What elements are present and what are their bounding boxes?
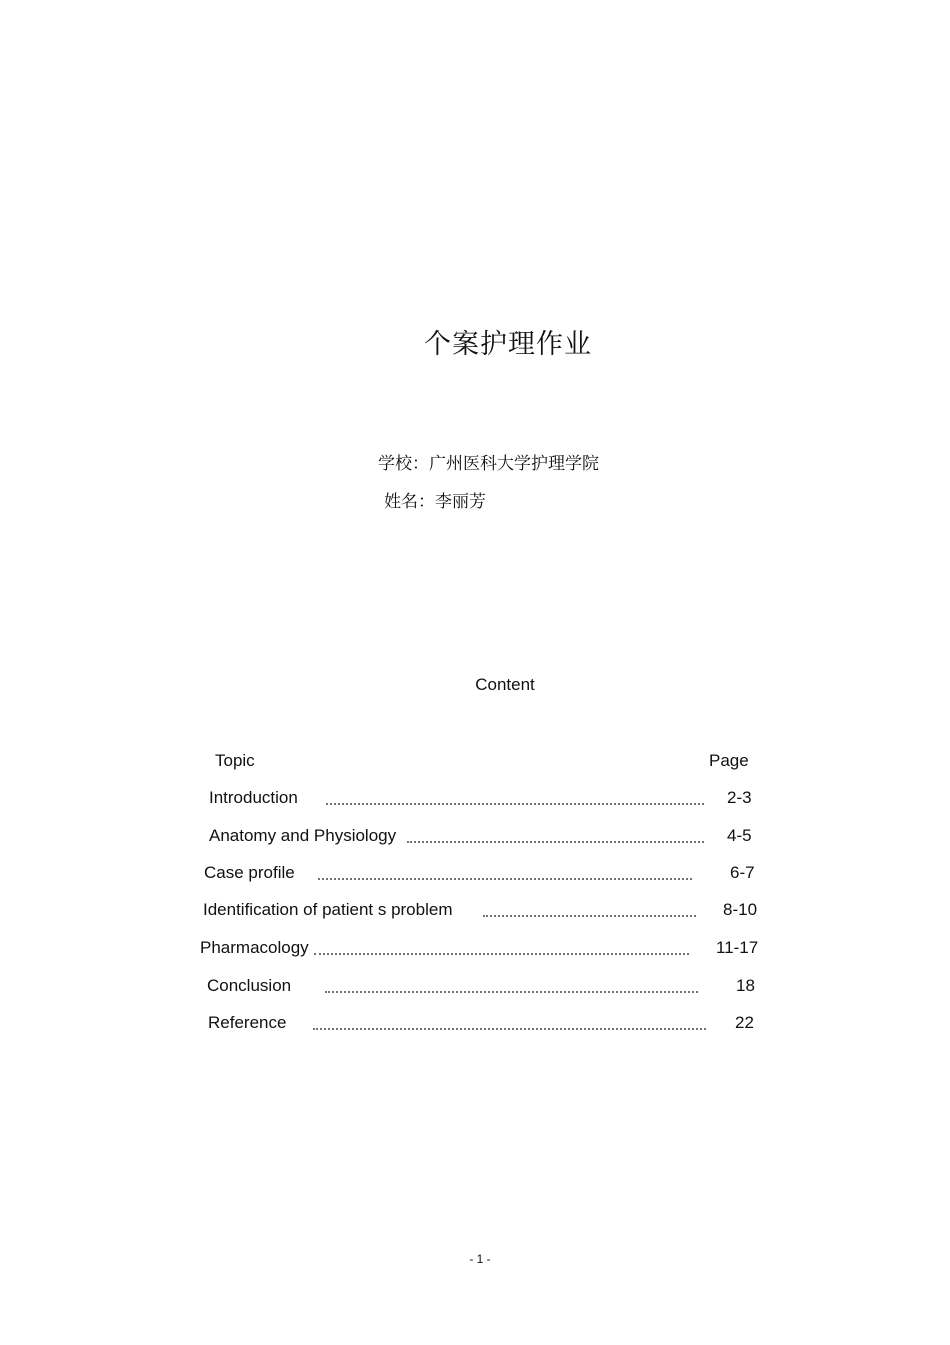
toc-leader-dots [313, 1014, 706, 1030]
toc-topic: Case profile [204, 863, 295, 882]
toc-topic: Identification of patient s problem [203, 900, 453, 919]
document-title: 个案护理作业 [424, 329, 592, 360]
topic-column-header: Topic [215, 751, 255, 770]
toc-page: 22 [735, 1013, 754, 1032]
toc-leader-dots [407, 827, 704, 843]
toc-topic: Anatomy and Physiology [209, 826, 397, 845]
page-number: - 1 - [469, 1252, 491, 1266]
toc-page: 11-17 [716, 938, 759, 957]
toc-leader-dots [325, 977, 698, 993]
toc-page: 18 [736, 976, 755, 995]
toc-leader-dots [326, 789, 704, 805]
toc-page: 4-5 [727, 826, 752, 845]
toc-topic: Introduction [209, 788, 298, 807]
contents-heading: Content [475, 675, 535, 694]
toc-page: 8-10 [723, 900, 758, 919]
toc-leader-dots [483, 901, 696, 917]
toc-leader-dots [318, 864, 692, 880]
page-column-header: Page [709, 751, 749, 770]
toc-topic: Reference [208, 1013, 287, 1032]
name-line: 姓名：李丽芳 [384, 492, 486, 512]
school-line: 学校：广州医科大学护理学院 [378, 454, 599, 474]
toc-topic: Pharmacology [200, 938, 309, 957]
toc-page: 6-7 [730, 863, 755, 882]
toc-topic: Conclusion [207, 976, 292, 995]
toc-leader-dots [314, 939, 689, 955]
toc-page: 2-3 [727, 788, 752, 807]
